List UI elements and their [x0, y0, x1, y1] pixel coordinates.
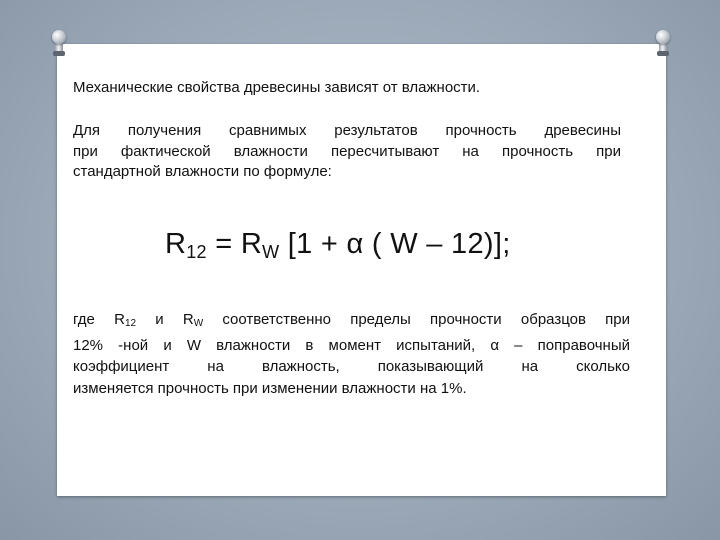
text-fragment: где R [73, 311, 125, 328]
explanation-paragraph [73, 309, 630, 399]
text-fragment: соответственно пределы прочности образцов при [203, 311, 630, 328]
formula-r12: R [165, 228, 187, 260]
intro-line: при фактической влажности пересчитывают на прочность при [73, 142, 621, 160]
slide-heading: Механические свойства древесины зависят от влажности. [73, 79, 481, 96]
subscript-w: W [193, 318, 204, 329]
formula [165, 228, 511, 263]
intro-paragraph [73, 121, 621, 183]
explanation-line: коэффициент на влажность, показывающий на сколько [73, 358, 630, 375]
pushpin-icon [52, 30, 66, 60]
formula-subscript-12: 12 [186, 242, 207, 262]
pushpin-icon [656, 30, 670, 60]
text-fragment: и R [136, 311, 194, 328]
formula-equals-rw: = R [206, 228, 263, 260]
formula-subscript-w: W [262, 242, 280, 262]
explanation-line: изменяется прочность при изменении влажности на 1%. [73, 379, 467, 397]
subscript-12: 12 [124, 318, 137, 329]
intro-line: Для получения сравнимых результатов прочность древесины [73, 122, 621, 139]
formula-rest: [1 + α ( W – 12)]; [279, 228, 511, 260]
slide-card [57, 44, 666, 496]
explanation-line: 12% -ной и W влажности в момент испытаний, α – поправочный [73, 336, 630, 354]
intro-line: стандартной влажности по формуле: [73, 163, 332, 180]
explanation-line [73, 309, 630, 335]
